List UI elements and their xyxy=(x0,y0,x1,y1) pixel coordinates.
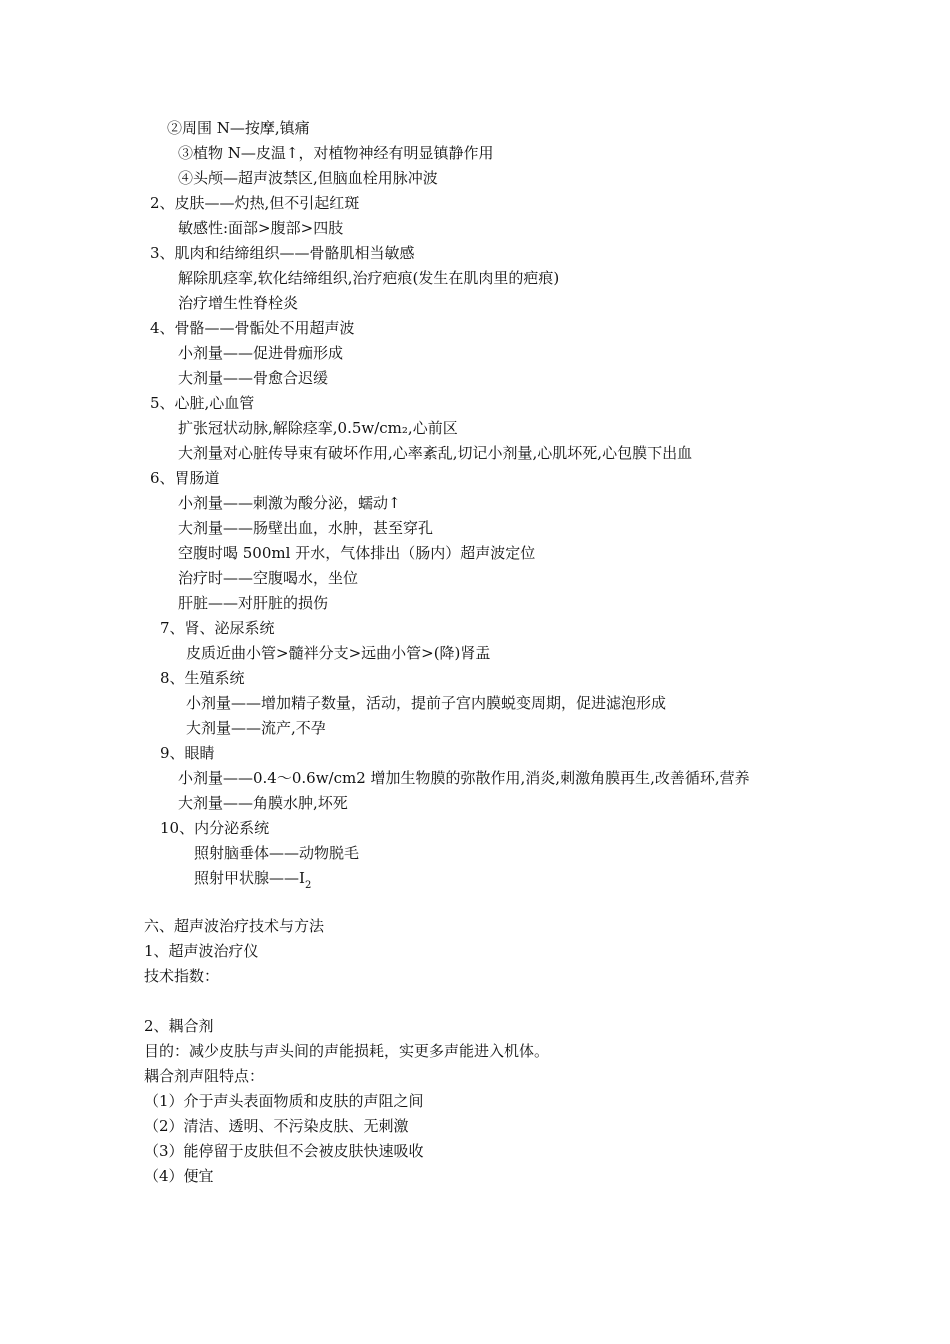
text-line: 小剂量——增加精子数量，活动，提前子宫内膜蜕变周期，促进滤泡形成 xyxy=(186,694,667,712)
chapter-heading: 六、超声波治疗技术与方法 xyxy=(144,917,325,935)
section-heading: 8、生殖系统 xyxy=(160,669,245,687)
section-heading: 2、皮肤——灼热,但不引起红斑 xyxy=(150,194,360,212)
list-item: （4）便宜 xyxy=(144,1167,214,1185)
text-line: 大剂量对心脏传导束有破坏作用,心率紊乱,切记小剂量,心肌坏死,心包膜下出血 xyxy=(178,444,693,462)
section-heading: 1、超声波治疗仪 xyxy=(144,942,259,960)
text-line: 肝脏——对肝脏的损伤 xyxy=(178,594,329,612)
text-line: 技术指数： xyxy=(144,967,220,985)
text-line: 大剂量——骨愈合迟缓 xyxy=(178,369,329,387)
section-heading: 10、内分泌系统 xyxy=(160,819,270,837)
text-line: 皮质近曲小管>髓袢分支>远曲小管>(降)肾盂 xyxy=(186,644,491,662)
text-line: 扩张冠状动脉,解除痉挛,0.5w/cm₂,心前区 xyxy=(178,419,458,437)
section-heading: 7、肾、泌尿系统 xyxy=(160,619,275,637)
text-line: ③植物 N—皮温↑，对植物神经有明显镇静作用 xyxy=(178,144,494,162)
text-line: 照射脑垂体——动物脱毛 xyxy=(194,844,360,862)
text-line: 大剂量——流产,不孕 xyxy=(186,719,326,737)
text-line: ④头颅—超声波禁区,但脑血栓用脉冲波 xyxy=(178,169,438,187)
text-line: 耦合剂声阻特点： xyxy=(144,1067,265,1085)
list-item: （2）清洁、透明、不污染皮肤、无刺激 xyxy=(144,1117,409,1135)
text-line: 大剂量——肠壁出血，水肿，甚至穿孔 xyxy=(178,519,434,537)
text-line: 解除肌痉挛,软化结缔组织,治疗疤痕(发生在肌肉里的疤痕) xyxy=(178,269,560,287)
text-line: 空腹时喝 500ml 开水，气体排出（肠内）超声波定位 xyxy=(178,544,536,562)
section-heading: 9、眼睛 xyxy=(160,744,215,762)
text-line: 小剂量——刺激为酸分泌，蠕动↑ xyxy=(178,494,401,512)
text-line: 目的：减少皮肤与声头间的声能损耗，实更多声能进入机体。 xyxy=(144,1042,550,1060)
text-line: 治疗增生性脊栓炎 xyxy=(178,294,299,312)
list-item: （1）介于声头表面物质和皮肤的声阻之间 xyxy=(144,1092,424,1110)
section-heading: 5、心脏,心血管 xyxy=(150,394,255,412)
section-heading: 2、耦合剂 xyxy=(144,1017,214,1035)
text-line: 大剂量——角膜水肿,坏死 xyxy=(178,794,348,812)
list-item: （3）能停留于皮肤但不会被皮肤快速吸收 xyxy=(144,1142,424,1160)
text-line: 敏感性:面部>腹部>四肢 xyxy=(178,219,344,237)
text-line: ②周围 N—按摩,镇痛 xyxy=(167,119,310,137)
section-heading: 6、胃肠道 xyxy=(150,469,220,487)
text-line-with-subscript xyxy=(194,868,311,891)
section-heading: 3、肌肉和结缔组织——骨骼肌相当敏感 xyxy=(150,244,415,262)
text-line: 治疗时——空腹喝水，坐位 xyxy=(178,569,359,587)
text-line: 小剂量——促进骨痂形成 xyxy=(178,344,344,362)
text-line: 照射甲状腺——I xyxy=(194,869,305,887)
section-heading: 4、骨骼——骨骺处不用超声波 xyxy=(150,319,355,337)
subscript: 2 xyxy=(304,880,312,891)
text-line: 小剂量——0.4～0.6w/cm2 增加生物膜的弥散作用,消炎,刺激角膜再生,改善循环,营养 xyxy=(178,769,750,787)
